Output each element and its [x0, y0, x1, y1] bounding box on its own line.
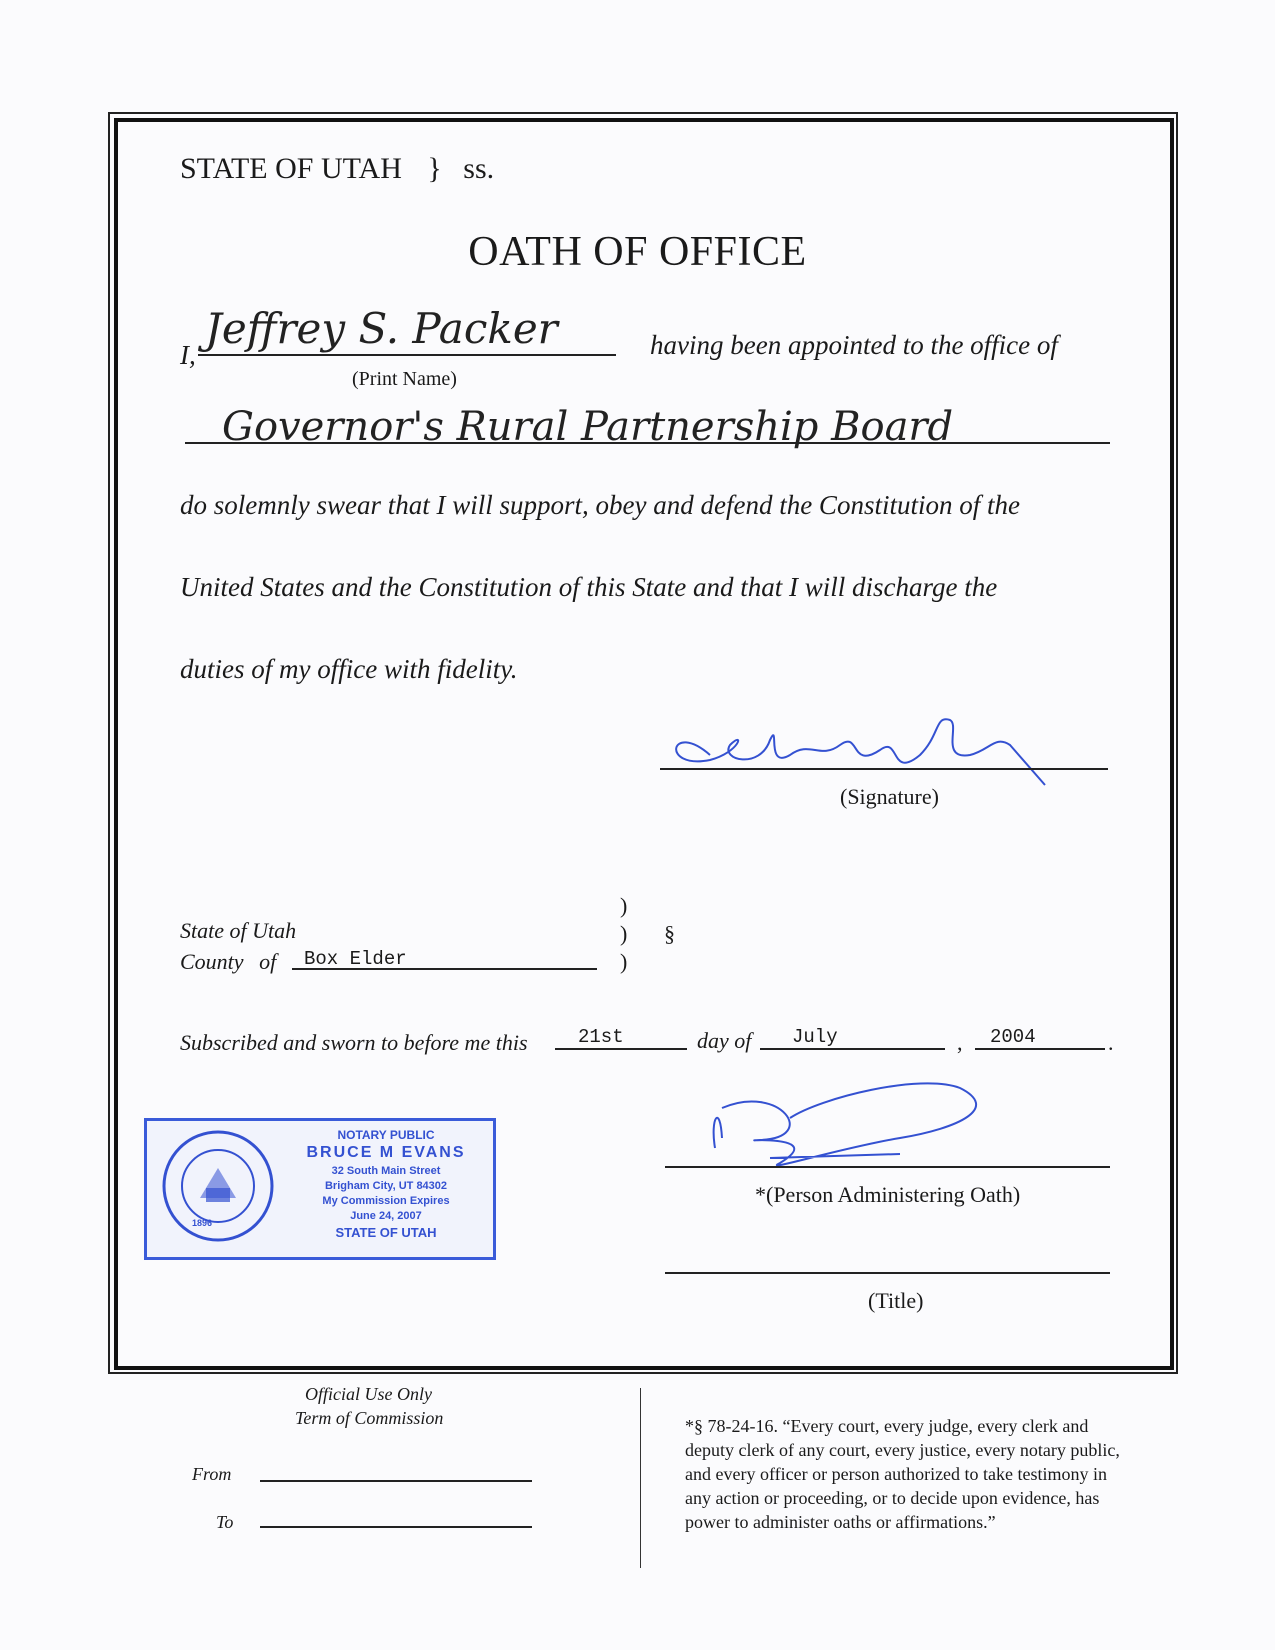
county-value: Box Elder: [304, 948, 407, 970]
day-value: 21st: [578, 1026, 624, 1048]
month-value: July: [792, 1026, 838, 1048]
county-label: County: [180, 949, 244, 974]
to-label: To: [216, 1512, 234, 1532]
seal-year: 1896: [191, 1218, 213, 1228]
statute-line-2: deputy clerk of any court, every justice, every notary public,: [685, 1440, 1120, 1460]
paren-3: ): [620, 949, 628, 974]
page-title: OATH OF OFFICE: [468, 229, 807, 275]
brace: }: [427, 152, 442, 185]
sworn-prefix: Subscribed and sworn to before me this: [180, 1030, 528, 1055]
oath-line-3: duties of my office with fidelity.: [180, 654, 518, 684]
from-line: [260, 1480, 532, 1482]
paren-1: ): [620, 893, 628, 918]
title-label: (Title): [868, 1288, 924, 1313]
statute-block: [685, 1414, 1120, 1534]
name-line: [198, 354, 616, 356]
stamp-line-3: 32 South Main Street: [331, 1165, 441, 1177]
statute-line-5: power to administer oaths or affirmations.”: [685, 1512, 996, 1532]
administrator-label: *(Person Administering Oath): [755, 1182, 1021, 1207]
year-line: [975, 1048, 1105, 1050]
appointed-text: having been appointed to the office of: [650, 330, 1058, 360]
stamp-line-7: STATE OF UTAH: [335, 1225, 437, 1240]
stamp-line-2: BRUCE M EVANS: [306, 1144, 466, 1161]
stamp-line-1: NOTARY PUBLIC: [337, 1128, 435, 1142]
footer-divider: [640, 1388, 641, 1568]
signature-line: [660, 768, 1108, 770]
ss-label: ss.: [463, 152, 495, 185]
section-symbol: §: [664, 921, 675, 946]
of-label: of: [259, 949, 277, 974]
official-use-label: Official Use Only: [305, 1384, 432, 1404]
day-line: [555, 1048, 687, 1050]
administrator-signature: [700, 1078, 1000, 1178]
from-label: From: [192, 1464, 232, 1484]
stamp-line-4: Brigham City, UT 84302: [324, 1180, 448, 1192]
month-line: [760, 1048, 945, 1050]
stamp-line-5: My Commission Expires: [322, 1195, 450, 1207]
i-prefix: I,: [180, 340, 196, 370]
handwritten-name: Jeffrey S. Packer: [205, 304, 558, 353]
title-line: [665, 1272, 1110, 1274]
administrator-line: [665, 1166, 1110, 1168]
county-line: [292, 968, 597, 970]
comma: ,: [957, 1030, 963, 1055]
oath-line-2: United States and the Constitution of this State and that I will discharge the: [180, 572, 998, 602]
statute-line-1: *§ 78-24-16. “Every court, every judge, every clerk and: [685, 1416, 1089, 1436]
period: .: [1108, 1030, 1114, 1055]
state-label: STATE OF UTAH: [180, 152, 402, 185]
day-of-label: day of: [697, 1028, 752, 1053]
venue-county-label: [180, 949, 276, 975]
to-line: [260, 1526, 532, 1528]
print-name-label: (Print Name): [352, 368, 457, 390]
statute-line-3: and every officer or person authorized to take testimony in: [685, 1464, 1108, 1484]
oath-line-1: do solemnly swear that I will support, obey and defend the Constitution of the: [180, 490, 1020, 520]
venue-state: State of Utah: [180, 918, 297, 943]
paren-2: ): [620, 921, 628, 946]
year-value: 2004: [990, 1026, 1036, 1048]
statute-line-4: any action or proceeding, or to decide upon evidence, has: [685, 1488, 1100, 1508]
state-heading: [180, 152, 494, 186]
signature-label: (Signature): [840, 784, 939, 809]
stamp-line-6: June 24, 2007: [350, 1210, 422, 1222]
office-line: [185, 442, 1110, 444]
term-label: Term of Commission: [295, 1408, 444, 1428]
handwritten-office: Governor's Rural Partnership Board: [222, 404, 954, 450]
